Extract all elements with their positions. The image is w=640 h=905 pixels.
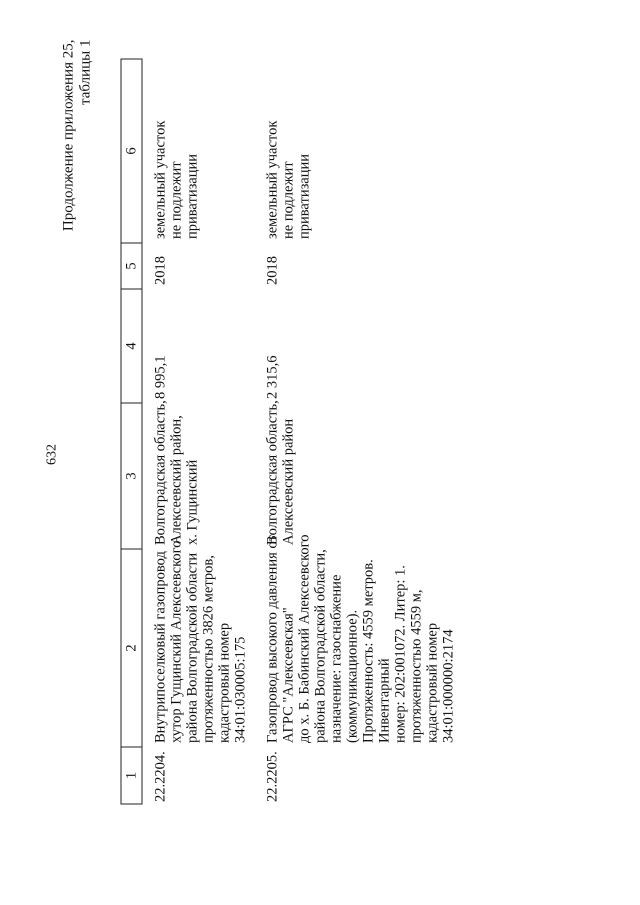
object-value: 8 995,1 [152,355,169,399]
table-row [142,59,255,804]
continuation-note [61,40,95,232]
object-name-line: кадастровый номер [424,622,441,743]
column-header: 2 [121,549,142,747]
continuation-line-2: таблицы 1 [77,39,94,106]
object-name-line: протяженностью 4559 м, [408,589,425,743]
object-name-line: района Волгоградской области, [312,549,329,743]
object-name-line: Инвентарный [376,658,393,743]
object-address [142,400,255,549]
object-note-line: не подлежит [168,161,185,239]
row-number: 22.2204. [152,751,169,802]
object-note [142,59,255,243]
column-header: 6 [121,59,142,243]
object-name-line: 34:01:000000:2174 [440,629,457,743]
object-note-line: не подлежит [280,161,297,239]
object-year: 2018 [152,256,169,285]
object-note-line: земельный участок [264,120,281,239]
object-name-line: кадастровый номер [216,622,233,743]
object-value: 2 315,6 [264,355,281,399]
column-header: 5 [121,243,142,289]
object-name-line: района Волгоградской области [184,552,201,743]
column-header: 4 [121,289,142,403]
object-name-line: (коммуникационное). [344,609,361,743]
object-name-line: Газопровод высокого давления от [264,535,281,743]
object-name-line: номер: 202:001072. Литер: 1. [392,565,409,743]
object-name-line: хутор Гущинский Алексеевского [168,540,185,743]
object-note-line: земельный участок [152,120,169,239]
object-name-line: 34:01:030005:175 [232,636,249,743]
object-address-line: х. Гущинский [184,459,201,545]
object-name [142,540,255,747]
object-address-line: Алексеевский район, [168,415,185,545]
object-note-line: приватизации [296,153,313,239]
object-address [255,400,463,549]
object-note [255,59,463,243]
object-name-line: Внутрипоселковый газопровод [152,551,169,743]
object-address-line: Волгоградская область, [152,400,169,545]
rotated-sheet [1,0,640,905]
column-header: 3 [121,403,142,549]
object-name-line: АГРС "Алексеевская" [280,607,297,743]
object-name-line: протяженностью 3826 метров, [200,555,217,743]
table-header-row [121,59,142,804]
object-name-line: назначение: газоснабжение [328,574,345,743]
object-year: 2018 [264,256,281,285]
object-note-line: приватизации [184,153,201,239]
page-number: 632 [44,444,60,465]
column-header: 1 [121,747,142,804]
object-address-line: Волгоградская область, [264,400,281,545]
object-name-line: до х. Б. Бабинский Алексеевского [296,534,313,743]
register-table [121,59,463,805]
object-name [255,534,463,747]
continuation-line-1: Продолжение приложения 25, [60,39,77,232]
object-address-line: Алексеевский район [280,418,297,545]
object-name-line: Протяженность: 4559 метров. [360,559,377,743]
table-row [255,59,463,804]
row-number: 22.2205. [264,751,281,802]
